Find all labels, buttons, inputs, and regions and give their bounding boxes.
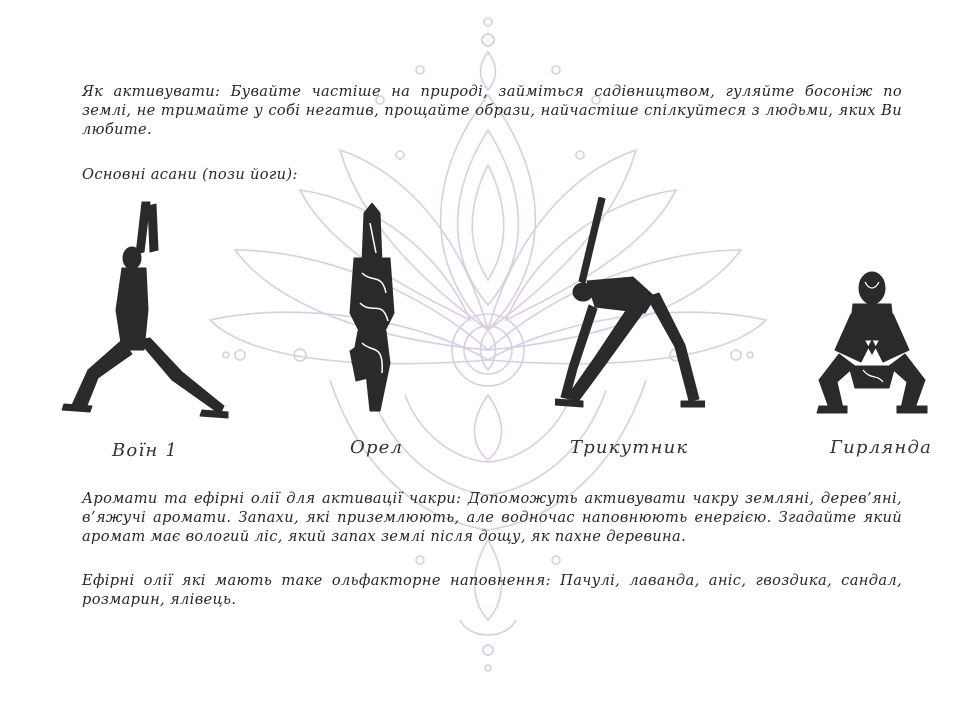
aromas-label: Аромати та ефірні олії для активації чакри: [82, 490, 462, 507]
oils-text: Пачулі, лаванда, аніс, гвоздика, сандал, розмарин, ялівець. [82, 572, 903, 608]
caption-eagle: Орел [350, 437, 404, 458]
aromas-paragraph [82, 489, 902, 546]
how-to-activate-paragraph [82, 82, 902, 139]
garland-pose-icon [815, 270, 930, 415]
oils-paragraph [82, 571, 902, 609]
triangle-pose-icon [555, 197, 705, 412]
caption-triangle: Трикутник [570, 437, 689, 458]
warrior-pose-icon [52, 200, 232, 425]
how-to-activate-text: Бувайте частіше на природі, займіться садівництвом, гуляйте босоніж по землі, не тримайте у собі негатив, прощайте образи, найчастіше спілкуйтеся з людьми, яких Ви любите. [82, 83, 902, 138]
eagle-pose-icon [332, 203, 412, 413]
caption-garland: Гирлянда [830, 437, 933, 458]
caption-warrior: Воїн 1 [112, 440, 179, 461]
oils-label: Ефірні олії які мають таке ольфакторне наповнення: [82, 572, 551, 589]
asanas-heading: Основні асани (пози йоги): [82, 166, 298, 183]
how-to-activate-label: Як активувати: [82, 83, 221, 100]
aromas-text: Допоможуть активувати чакру земляні, дерев’яні, в’яжучі аромати. Запахи, які приземлюють, але водночас наповнюють енергією. Згадайте який аромат має вологий ліс, який запах землі після дощу, як пахне деревина. [82, 490, 903, 545]
